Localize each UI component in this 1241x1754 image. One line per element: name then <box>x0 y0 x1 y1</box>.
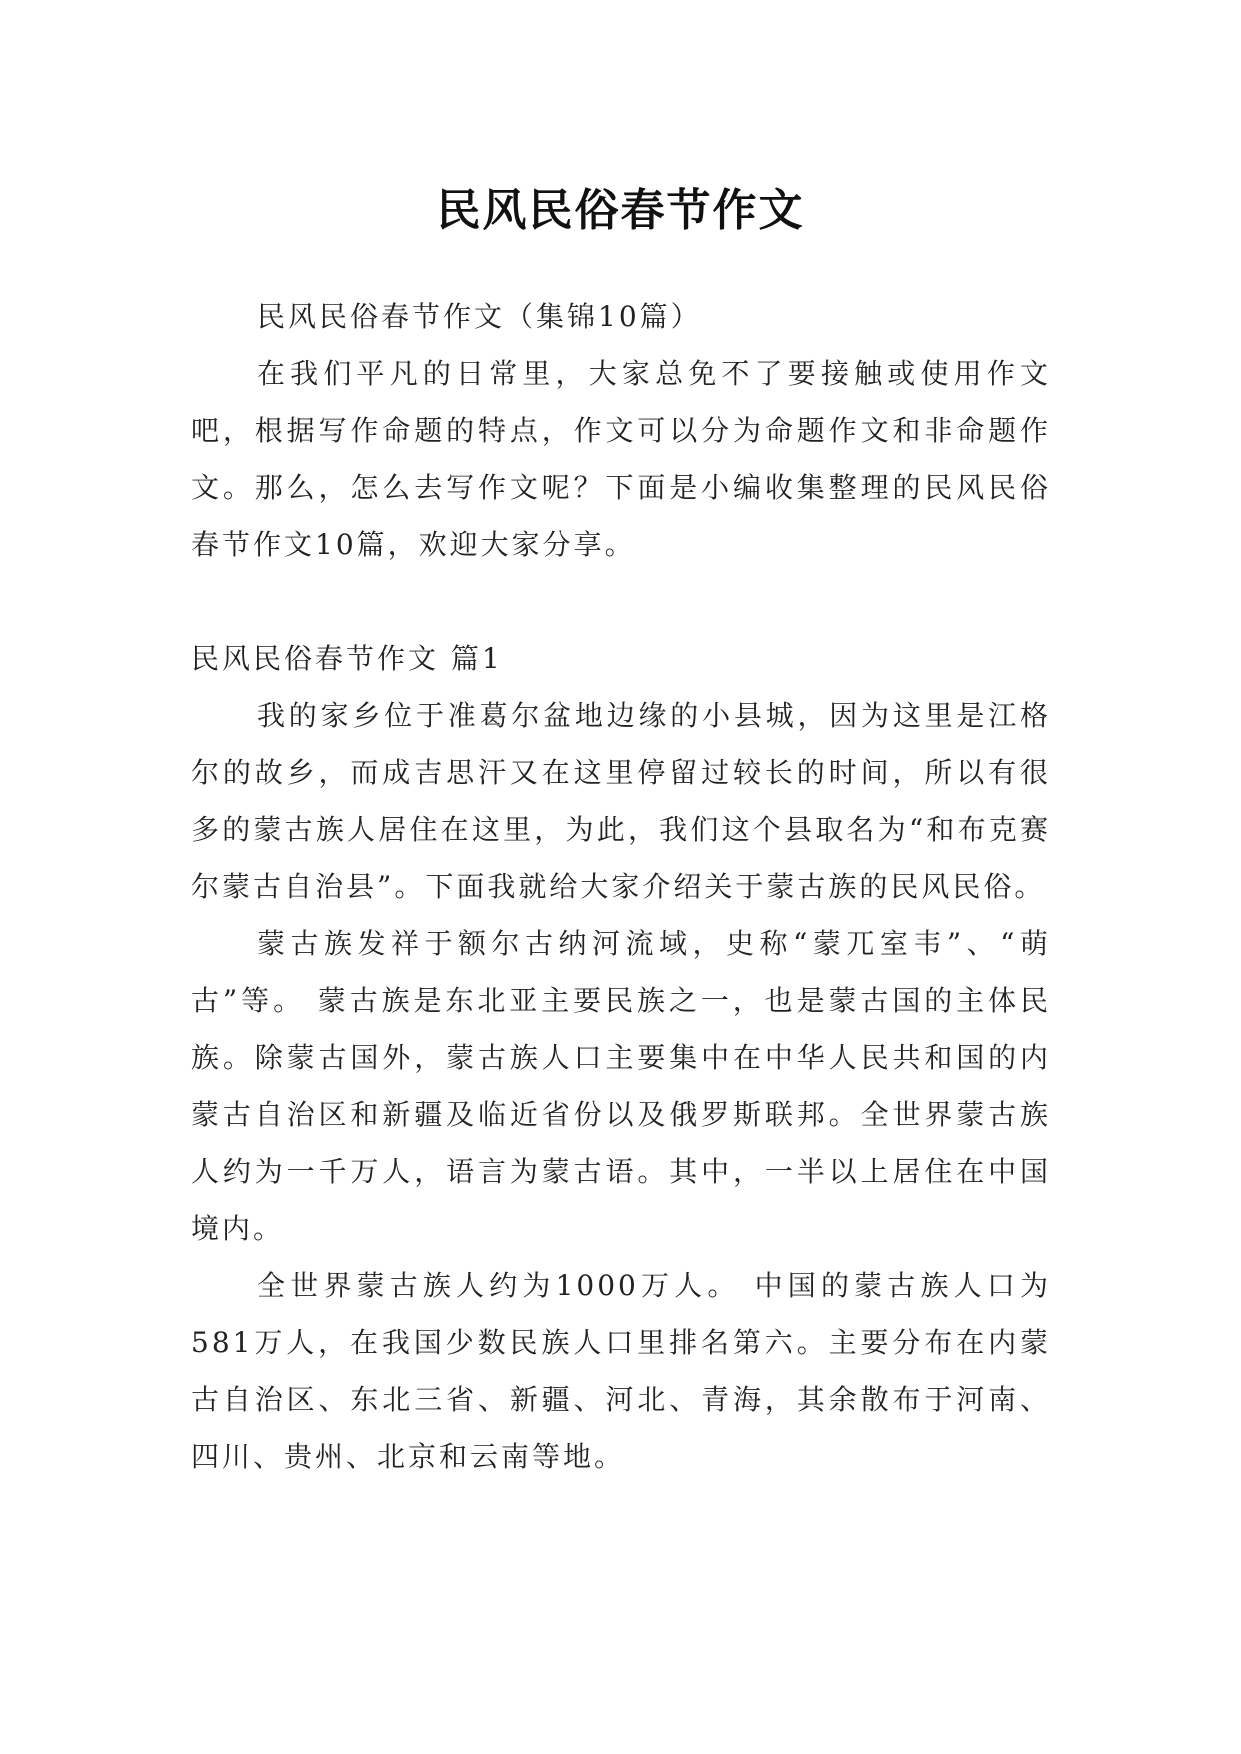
subtitle: 民风民俗春节作文（集锦10篇） <box>257 300 702 333</box>
section-heading: 民风民俗春节作文 篇1 <box>191 642 503 675</box>
body-paragraph: 全世界蒙古族人约为1000万人。 中国的蒙古族人口为581万人，在我国少数民族人口里排名第六。主要分布在内蒙古自治区、东北三省、新疆、河北、青海，其余散布于河南、四川、贵州、北京和云南等地。 <box>191 1269 1051 1473</box>
document-title: 民风民俗春节作文 <box>436 185 805 237</box>
intro-paragraph: 在我们平凡的日常里，大家总免不了要接触或使用作文吧，根据写作命题的特点，作文可以分为命题作文和非命题作文。那么，怎么去写作文呢？下面是小编收集整理的民风民俗春节作文10篇，欢迎大家分享。 <box>191 357 1051 561</box>
section-gap <box>191 573 1051 630</box>
body-paragraph: 我的家乡位于准葛尔盆地边缘的小县城，因为这里是江格尔的故乡，而成吉思汗又在这里停留过较长的时间，所以有很多的蒙古族人居住在这里，为此，我们这个县取名为“和布克赛尔蒙古自治县”。下面我就给大家介绍关于蒙古族的民风民俗。 <box>191 699 1051 903</box>
body-paragraph: 蒙古族发祥于额尔古纳河流域，史称“蒙兀室韦”、“萌古”等。 蒙古族是东北亚主要民族之一，也是蒙古国的主体民族。除蒙古国外，蒙古族人口主要集中在中华人民共和国的内蒙古自治区和新疆及临近省份以及俄罗斯联邦。全世界蒙古族人约为一千万人，语言为蒙古语。其中，一半以上居住在中国境内。 <box>191 927 1051 1245</box>
document-body <box>191 288 1051 1485</box>
